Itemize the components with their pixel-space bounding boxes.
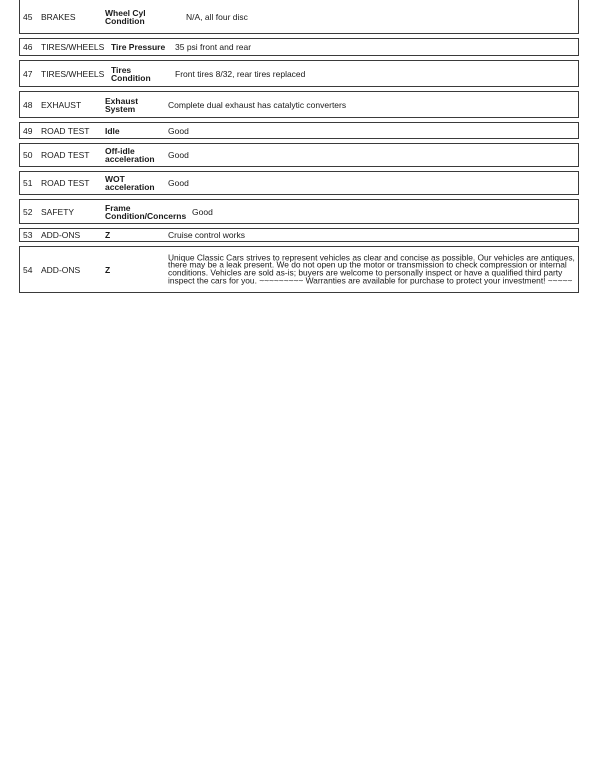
table-row — [19, 143, 579, 167]
table-row — [19, 0, 579, 34]
table-row — [19, 60, 579, 87]
row-value: Front tires 8/32, rear tires replaced — [175, 68, 306, 79]
row-category: ADD-ONS — [41, 229, 81, 240]
row-category: EXHAUST — [41, 99, 82, 110]
row-value: Good — [192, 206, 213, 217]
row-item: Off-idle acceleration — [105, 145, 155, 164]
table-row — [19, 171, 579, 195]
row-value: Good — [168, 149, 189, 160]
row-value: Good — [168, 177, 189, 188]
row-number: 50 — [23, 149, 33, 160]
row-number: 46 — [23, 41, 33, 52]
row-value: Good — [168, 125, 189, 136]
row-item: Frame Condition/Concerns — [105, 202, 187, 221]
row-number: 54 — [23, 264, 33, 275]
row-number: 49 — [23, 125, 33, 136]
row-number: 47 — [23, 68, 33, 79]
inspection-table — [19, 0, 579, 297]
row-category: BRAKES — [41, 11, 76, 22]
row-item: Wheel Cyl Condition — [105, 8, 146, 27]
row-category: TIRES/WHEELS — [41, 41, 105, 52]
table-row — [19, 228, 579, 242]
row-item: Z — [105, 229, 111, 240]
row-value: N/A, all four disc — [186, 11, 248, 22]
row-category: ROAD TEST — [41, 177, 90, 188]
row-category: SAFETY — [41, 206, 75, 217]
table-row — [19, 38, 579, 56]
row-category: ROAD TEST — [41, 125, 90, 136]
row-number: 52 — [23, 206, 33, 217]
row-item: Tires Condition — [111, 64, 151, 83]
row-item: Tire Pressure — [111, 41, 166, 52]
row-number: 53 — [23, 229, 33, 240]
row-item: Idle — [105, 125, 120, 136]
row-category: ROAD TEST — [41, 149, 90, 160]
table-row — [19, 246, 579, 293]
row-number: 45 — [23, 11, 33, 22]
row-category: ADD-ONS — [41, 264, 81, 275]
table-row — [19, 199, 579, 224]
row-value: Complete dual exhaust has catalytic converters — [168, 99, 347, 110]
row-category: TIRES/WHEELS — [41, 68, 105, 79]
row-item: Z — [105, 264, 111, 275]
row-item: WOT acceleration — [105, 173, 155, 192]
row-value: 35 psi front and rear — [175, 41, 252, 52]
row-number: 48 — [23, 99, 33, 110]
row-value: Cruise control works — [168, 229, 245, 240]
table-row — [19, 91, 579, 118]
disclaimer-text: Unique Classic Cars strives to represent vehicles as clear and concise as possible. Our vehicles are antiques, there may be a leak present. We do not open up the motor or transmission to check compression or internal conditions. Vehicles are sold as-is; buyers are welcome to personally inspect or have a qualified third party inspect the cars for you. ~~~~~~~~~ Warranties are available for purchase to protect your investment! ~~~~~ — [168, 252, 575, 286]
table-row — [19, 122, 579, 139]
row-number: 51 — [23, 177, 33, 188]
row-item: Exhaust System — [105, 95, 139, 114]
